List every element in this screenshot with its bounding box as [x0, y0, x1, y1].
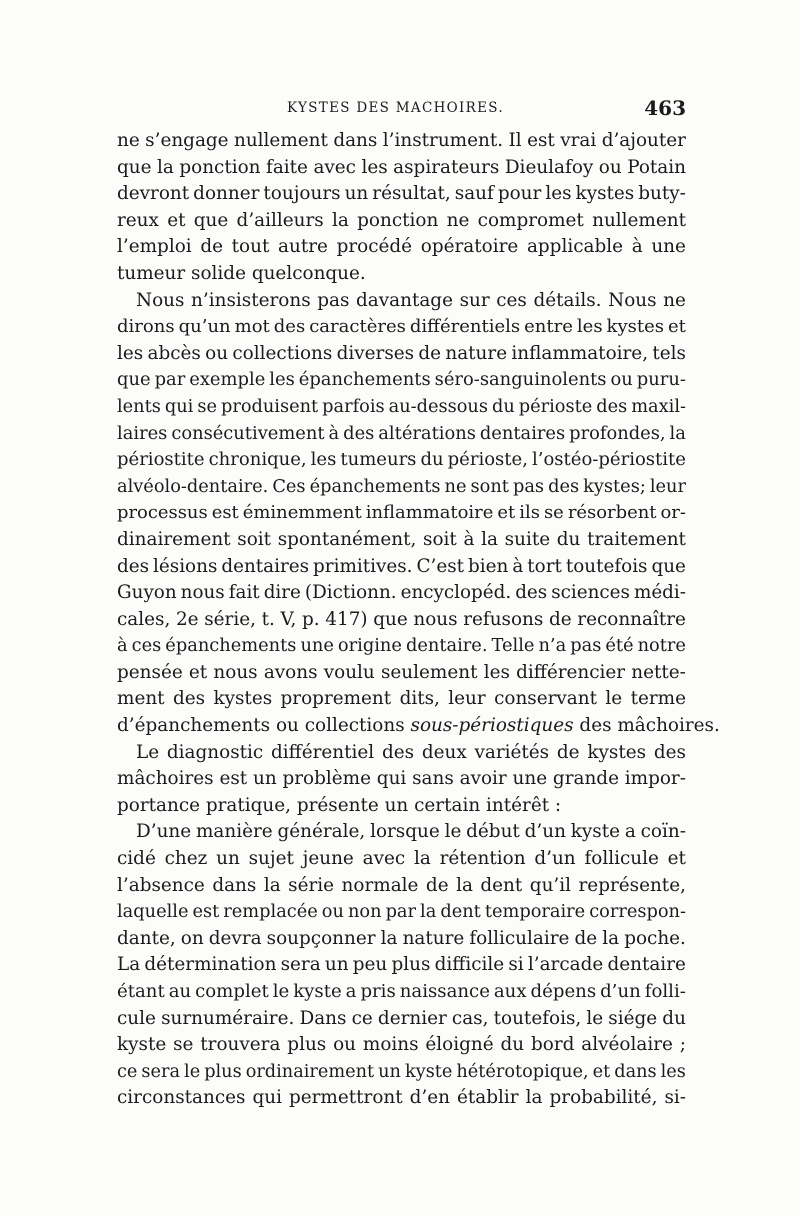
text-line: d’épanchements ou collections sous-périostiques des mâchoires.	[117, 715, 720, 737]
text-line: alvéolo-dentaire. Ces épanchements ne sont pas des kystes; leur	[117, 475, 686, 497]
text-line: étant au complet le kyste a pris naissance aux dépens d’un folli-	[117, 981, 686, 1002]
text-line: que par exemple les épanchements séro-sanguinolents ou puru-	[117, 369, 686, 391]
text-line: des lésions dentaires primitives. C’est bien à tort toutefois que	[117, 555, 686, 577]
text-line: lents qui se produisent parfois au-dessous du périoste des maxil-	[117, 396, 686, 417]
text-line: dinairement soit spontanément, soit à la suite du traitement	[117, 528, 686, 550]
page-header	[117, 96, 686, 126]
text-line: cidé chez un sujet jeune avec la rétention d’un follicule et	[117, 848, 686, 870]
text-line: laquelle est remplacée ou non par la dent temporaire correspon-	[117, 901, 686, 923]
text-line: processus est éminemment inflammatoire et ils se résorbent or-	[117, 502, 686, 524]
text-line: ment des kystes proprement dits, leur conservant le terme	[117, 688, 686, 710]
text-line: l’emploi de tout autre procédé opératoire applicable à une	[117, 236, 686, 258]
page-number: 463	[644, 96, 686, 120]
body-text	[117, 128, 720, 1112]
text-line: Guyon nous fait dire (Dictionn. encyclopéd. des sciences médi-	[117, 582, 686, 604]
text-line: les abcès ou collections diverses de nature inflammatoire, tels	[117, 342, 686, 364]
text-line: circonstances qui permettront d’en établir la probabilité, si-	[117, 1087, 686, 1109]
text-line: laires consécutivement à des altérations dentaires profondes, la	[117, 422, 686, 444]
text-line: mâchoires est un problème qui sans avoir une grande impor-	[117, 768, 686, 790]
text-line: Le diagnostic différentiel des deux variétés de kystes des	[136, 741, 686, 763]
text-line: reux et que d’ailleurs la ponction ne compromet nullement	[117, 209, 686, 231]
text-line: devront donner toujours un résultat, sauf pour les kystes buty-	[117, 183, 686, 205]
text-line: pensée et nous avons voulu seulement les différencier nette-	[117, 661, 686, 683]
text-line: kyste se trouvera plus ou moins éloigné du bord alvéolaire ;	[117, 1034, 686, 1056]
text-line: La détermination sera un peu plus difficile si l’arcade dentaire	[117, 954, 686, 976]
text-line: tumeur solide quelconque.	[117, 262, 366, 284]
text-line: D’une manière générale, lorsque le début d’un kyste a coïn-	[136, 821, 686, 843]
text-line: dirons qu’un mot des caractères différentiels entre les kystes et	[117, 316, 686, 338]
text-line: périostite chronique, les tumeurs du périoste, l’ostéo-périostite	[117, 449, 686, 471]
text-line: l’absence dans la série normale de la dent qu’il représente,	[117, 874, 686, 896]
text-line: cales, 2e série, t. V, p. 417) que nous refusons de reconnaître	[117, 608, 686, 630]
text-line: cule surnuméraire. Dans ce dernier cas, toutefois, le siége du	[117, 1007, 686, 1029]
text-line: ne s’engage nullement dans l’instrument. Il est vrai d’ajouter	[117, 130, 686, 151]
text-line: que la ponction faite avec les aspirateurs Dieulafoy ou Potain	[117, 156, 686, 178]
running-head: KYSTES DES MACHOIRES.	[287, 100, 504, 116]
text-line: ce sera le plus ordinairement un kyste hétérotopique, et dans les	[117, 1061, 686, 1082]
text-line: dante, on devra soupçonner la nature folliculaire de la poche.	[117, 927, 686, 949]
text-line: à ces épanchements une origine dentaire. Telle n’a pas été notre	[117, 635, 686, 657]
text-line: Nous n’insisterons pas davantage sur ces détails. Nous ne	[136, 289, 686, 311]
text-line: portance pratique, présente un certain intérêt :	[117, 794, 562, 816]
